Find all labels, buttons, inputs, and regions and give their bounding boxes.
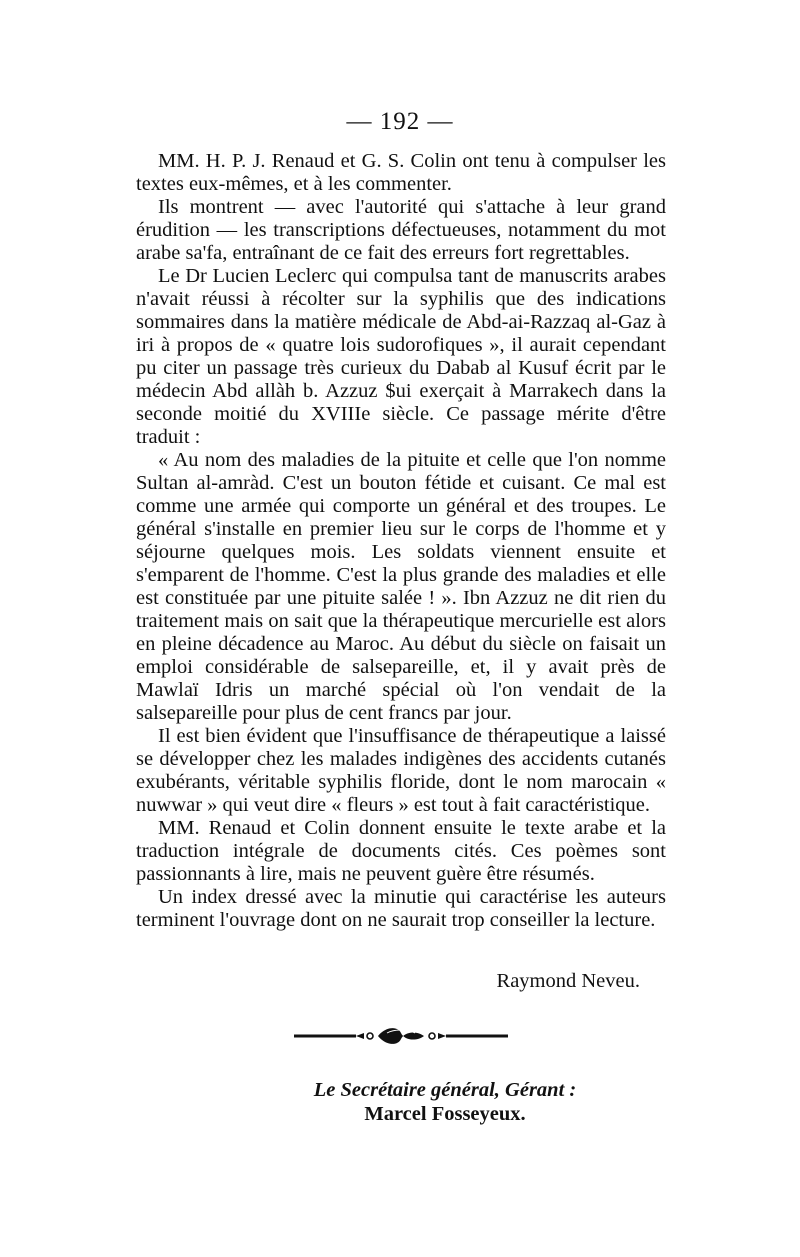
author-signature: Raymond Neveu. (496, 970, 640, 992)
body-text (136, 150, 666, 932)
footer-title: Le Secrétaire général, Gérant : (313, 1079, 577, 1101)
paragraph-2: Ils montrent — avec l'autorité qui s'attache à leur grand érudition — les transcriptions défectueuses, notamment du mot arabe sa'fa, entraînant de ce fait des erreurs fort regrettables. (136, 196, 666, 264)
paragraph-4: « Au nom des maladies de la pituite et celle que l'on nomme Sultan al-amràd. C'est un bouton fétide et cuisant. Ce mal est comme une armée qui comporte un général et des troupes. Le général s'installe en premier lieu sur le corps de l'homme et y séjourne quelques mois. Les soldats viennent ensuite et s'emparent de l'homme. C'est la plus grande des maladies et elle est constituée par une pituite salée ! ». Ibn Azzuz ne dit rien du traitement mais on sait que la thérapeutique mercurielle est alors en pleine décadence au Maroc. Au début du siècle on faisait un emploi considérable de salsepareille, et, il y avait près de Mawlaï Idris un marché spécial où l'on vendait de la salsepareille pour plus de cent francs par jour. (136, 449, 666, 724)
footer-name: Marcel Fosseyeux. (364, 1103, 526, 1125)
paragraph-5: Il est bien évident que l'insuffisance de thérapeutique a laissé se développer chez les malades indigènes des accidents cutanés exubérants, véritable syphilis floride, dont le nom marocain « nuwwar » qui veut dire « fleurs » est tout à fait caractéristique. (136, 725, 666, 816)
page-number: — 192 — (346, 108, 454, 135)
footer (0, 1078, 800, 1126)
paragraph-3: Le Dr Lucien Leclerc qui compulsa tant de manuscrits arabes n'avait réussi à récolter sur la syphilis que des indications sommaires dans la matière médicale de Abd-ai-Razzaq al-Gaz à iri à propos de « quatre lois sudorofiques », il aurait cependant pu citer un passage très curieux du Dabab al Kusuf écrit par le médecin Abd allàh b. Azzuz $ui exerçait à Marrakech dans la seconde moitié du XVIIIe siècle. Ce passage mérite d'être traduit : (136, 265, 666, 448)
paragraph-6: MM. Renaud et Colin donnent ensuite le texte arabe et la traduction intégrale de documents cités. Ces poèmes sont passionnants à lire, mais ne peuvent guère être résumés. (136, 817, 666, 885)
ornament-divider (294, 1024, 508, 1048)
paragraph-1: MM. H. P. J. Renaud et G. S. Colin ont tenu à compulser les textes eux-mêmes, et à les commenter. (136, 150, 666, 195)
paragraph-7: Un index dressé avec la minutie qui caractérise les auteurs terminent l'ouvrage dont on ne saurait trop conseiller la lecture. (136, 886, 666, 931)
